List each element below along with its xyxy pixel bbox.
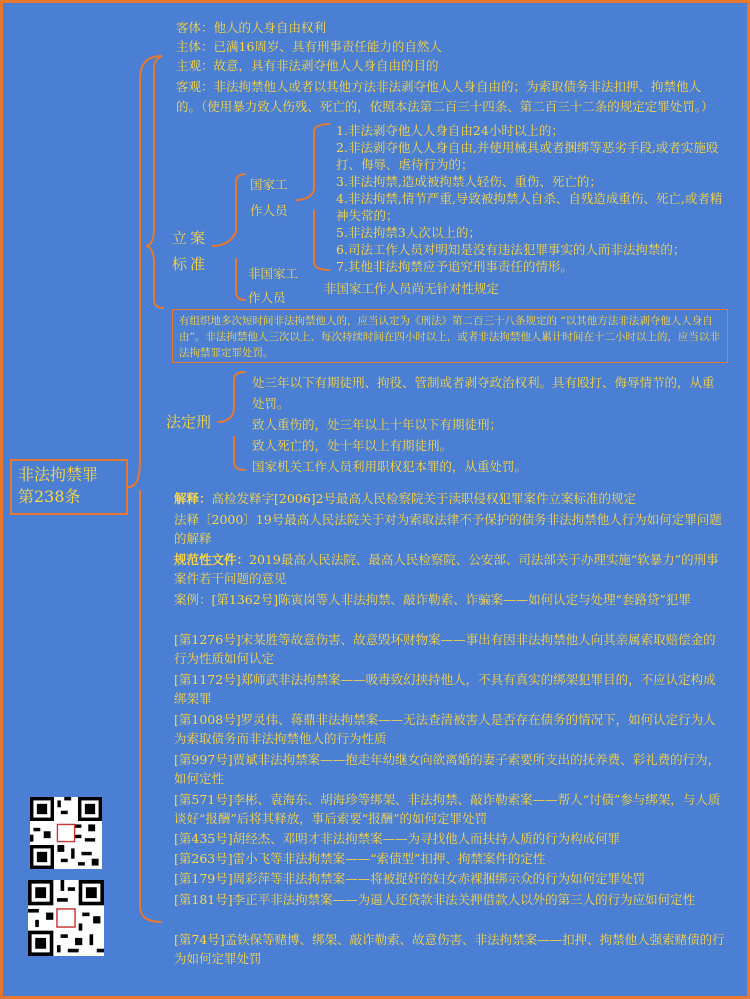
normative-label: 规范性文件： <box>174 552 250 567</box>
nonstate-label: 非国家工 作人员 <box>248 266 299 305</box>
filing-bracket <box>146 56 164 308</box>
penalty-item-1: 处三年以下有期徒刑、拘役、管制或者剥夺政治权利。具有殴打、侮辱情节的，从重处罚。 <box>252 375 715 411</box>
root-article: 第238条 <box>18 487 81 506</box>
case-item-9: [第179号]周彩萍等非法拘禁案——将被捉奸的妇女赤裸捆绑示众的行为如何定罪处罚 <box>174 871 646 886</box>
penalty-item-3: 致人死亡的，处十年以上有期徒刑。 <box>252 438 453 453</box>
state-item-6: 6.司法工作人员对明知是没有违法犯罪事实的人而非法拘禁的； <box>336 242 686 257</box>
object-text: 客体：他人的人身自由权利 <box>176 20 327 35</box>
case-item-10: [第181号]李正平非法拘禁案——为逼人还贷款非法关押借款人以外的第三人的行为应如何定性 <box>174 892 696 907</box>
qr-code-icon[interactable] <box>28 880 104 956</box>
filing-sub-bracket <box>212 174 246 246</box>
penalty-item-4: 国家机关工作人员利用职权犯本罪的，从重处罚。 <box>252 459 528 474</box>
interpretation-text-1: 高检发释字[2006]2号最高人民检察院关于渎职侵权犯罪案件立案标准的规定 <box>211 491 637 506</box>
case-item-8: [第263号]雷小飞等非法拘禁案——“索债型”扣押、拘禁案件的定性 <box>174 851 546 866</box>
case-item-6: [第571号]李彬、袁海东、胡海珍等绑架、非法拘禁、敲诈勒索案——帮人“讨债”参与绑架，与人质谈好“报酬”后将其释放，事后索要“报酬”的如何定罪处罚 <box>174 792 721 826</box>
root-title: 非法拘禁罪 <box>18 465 99 484</box>
state-item-5: 5.非法拘禁3人次以上的； <box>336 225 481 240</box>
case-item-4: [第1008号]罗灵伟、蒋鼎非法拘禁案——无法查清被害人是否存在债务的情况下，如何认定行为人为索取债务而非法拘禁他人的行为性质 <box>174 712 716 746</box>
state-item-4: 4.非法拘禁,情节严重,导致被拘禁人自杀、自残造成重伤、死亡,或者精神失常的； <box>336 191 723 223</box>
state-item-2: 2.非法剥夺他人人身自由,并使用械具或者捆绑等恶劣手段,或者实施殴打、侮辱、虐待行为的； <box>336 140 719 172</box>
penalty-label: 法定刑 <box>166 413 212 431</box>
filing-sub-bracket-lower <box>236 258 246 300</box>
interpretation-text-2: 法释〔2000〕19号最高人民法院关于对为索取法律不予保护的债务非法拘禁他人行为如何定罪问题的解释 <box>174 512 722 546</box>
note-box: 有组织地多次短时间非法拘禁他人的，应当认定为《刑法》第二百三十八条规定的 “以其他方法非法剥夺他人人身自由”。非法拘禁他人三次以上、每次持续时间在四小时以上，或者非法拘禁他人累计时间在十二小时以上的，应当以非法拘禁罪定罪处罚。 <box>172 309 728 363</box>
state-bracket-lower <box>314 210 330 270</box>
case-item-5: [第997号]贾斌非法拘禁案——抱走年幼继女向欲离婚的妻子索要所支出的抚养费、彩礼费的行为，如何定性 <box>174 752 721 786</box>
subject-text: 主体：已满16周岁、具有刑事责任能力的自然人 <box>176 39 442 54</box>
case-item-2: [第1276号]宋某胜等故意伤害、故意毁坏财物案——事出有因非法拘禁他人向其亲属索取赔偿金的行为性质如何认定 <box>174 632 716 666</box>
state-item-1: 1.非法剥夺他人人身自由24小时以上的； <box>336 123 564 138</box>
case-item-7: [第435号]胡经杰、邓明才非法拘禁案——为寻找他人而扶持人质的行为构成何罪 <box>174 831 621 846</box>
root-bracket <box>128 56 162 487</box>
state-label: 国家工 作人员 <box>250 177 288 218</box>
case-item-11: [第74号]孟铁保等赌博、绑架、敲诈勒索、故意伤害、非法拘禁案——扣押、拘禁他人强索赌债的行为如何定罪处罚 <box>174 932 725 966</box>
interpretation-label: 解释： <box>174 491 212 506</box>
state-bracket <box>296 124 330 200</box>
case-item-1: 案例：[第1362号]陈寅岗等人非法拘禁、敲诈勒索、诈骗案——如何认定与处理“套路贷”犯罪 <box>174 592 691 607</box>
normative-text: 2019最高人民法院、最高人民检察院、公安部、司法部关于办理实施“软暴力”的刑事案件若干问题的意见 <box>174 552 719 586</box>
penalty-bracket <box>218 372 246 422</box>
penalty-item-2: 致人重伤的，处三年以上十年以下有期徒刑； <box>252 417 503 432</box>
state-item-7: 7.其他非法拘禁应予追究刑事责任的情形。 <box>336 259 573 274</box>
interpretation-line <box>174 490 636 507</box>
state-item-3: 3.非法拘禁,造成被拘禁人轻伤、重伤、死亡的； <box>336 174 602 189</box>
penalty-bracket-lower <box>234 436 246 470</box>
filing-label: 立案 标准 <box>172 229 209 273</box>
case-item-3: [第1172号]郑师武非法拘禁案——吸毒致幻挟持他人，不具有真实的绑架犯罪目的，不应认定构成绑架罪 <box>174 672 716 706</box>
nonstate-text: 非国家工作人员尚无针对性规定 <box>324 281 500 296</box>
qr-code-icon[interactable] <box>30 797 102 869</box>
normative-block <box>174 550 728 588</box>
root-node <box>10 459 128 515</box>
objective-text: 客观：非法拘禁他人或者以其他方法非法剥夺他人人身自由的；为索取债务非法扣押、拘禁他人的。（使用暴力致人伤残、死亡的，依照本法第二百三十四条、第二百三十二条的规定定罪处罚。） <box>176 79 714 114</box>
root-bracket-lower <box>140 490 162 922</box>
subjective-text: 主观：故意，具有非法剥夺他人人身自由的目的 <box>176 58 439 73</box>
